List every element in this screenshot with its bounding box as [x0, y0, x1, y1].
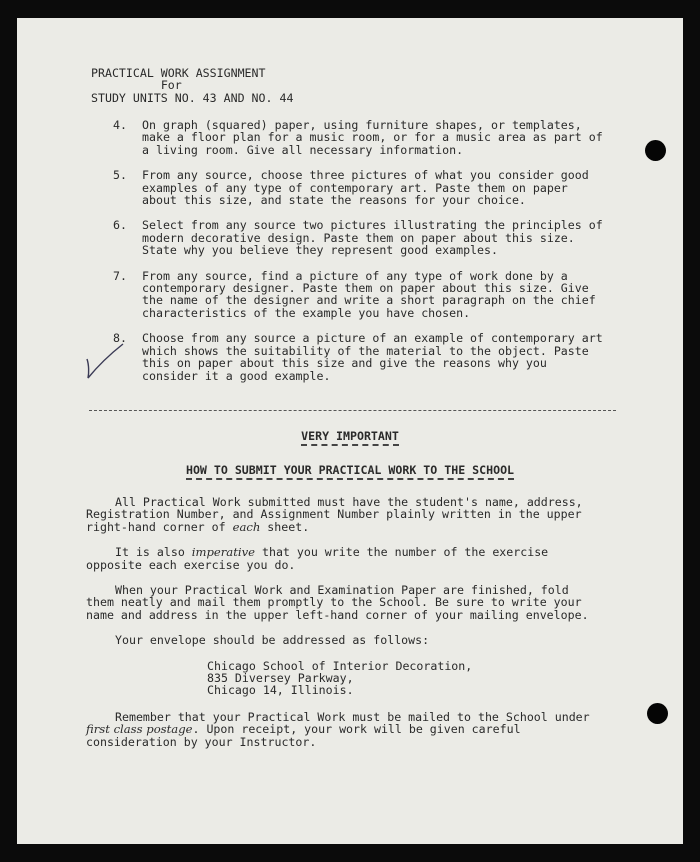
paragraph-mailing: When your Practical Work and Examination Paper are finished, fold them neatly and mail them promptly to the School. Be sure to write your name and address in the upper left-hand corner of your mailing envelope. [86, 583, 589, 622]
exercise-text: From any source, find a picture of any type of work done by a contemporary designer. Paste them on paper about this size. Give the name of the designer and write a short paragraph on the chief characteristics of the example you have chosen. [142, 268, 596, 320]
address-line: Chicago School of Interior Decoration, [207, 658, 473, 673]
exercise-item [113, 219, 608, 256]
binder-hole [645, 140, 666, 161]
instructions-body [86, 496, 591, 761]
paragraph-imperative: It is also imperative that you write the number of the exercise opposite each exercise you do. [86, 545, 549, 572]
binder-hole [647, 703, 668, 724]
exercise-item [113, 332, 608, 382]
exercise-text: Choose from any source a picture of an example of contemporary art which shows the suitability of the material to the object. Paste this on paper about this size and give the reasons why you consider it a good example. [142, 331, 603, 383]
exercise-item [113, 119, 608, 156]
document-page [17, 18, 683, 844]
assignment-header [91, 67, 293, 104]
exercise-number: 7. [113, 268, 127, 283]
header-units: STUDY UNITS NO. 43 AND NO. 44 [91, 90, 294, 105]
mailing-address [207, 660, 591, 697]
exercise-text: Select from any source two pictures illustrating the principles of modern decorative design. Paste them on paper about this size. State why you believe they represent good examples. [142, 218, 603, 258]
exercise-item [113, 270, 608, 320]
exercise-number: 5. [113, 168, 127, 183]
exercise-item [113, 169, 608, 206]
address-line: Chicago 14, Illinois. [207, 683, 354, 698]
address-line: 835 Diversey Parkway, [207, 671, 354, 686]
paragraph-postage: Remember that your Practical Work must be mailed to the School under first class postage. Upon receipt, your work will be given careful consideration by your Instructor. [86, 709, 590, 749]
exercise-number: 4. [113, 118, 127, 132]
paragraph-envelope: Your envelope should be addressed as follows: [115, 633, 430, 648]
header-title: PRACTICAL WORK ASSIGNMENT [91, 66, 266, 80]
very-important-heading: VERY IMPORTANT [17, 430, 683, 442]
header-for: For [160, 78, 182, 93]
exercise-list [113, 119, 608, 395]
exercise-number: 8. [113, 331, 127, 346]
exercise-text: From any source, choose three pictures of what you consider good examples of any type of contemporary art. Paste them on paper about this size, and state the reasons for your choice. [142, 168, 589, 208]
paragraph-identification: All Practical Work submitted must have the student's name, address, Registration Number, and Assignment Number plainly written in the upper right-hand corner of each sheet. [86, 495, 583, 534]
exercise-number: 6. [113, 218, 127, 233]
submission-heading: HOW TO SUBMIT YOUR PRACTICAL WORK TO THE SCHOOL [17, 464, 683, 476]
section-divider [89, 410, 616, 411]
handwritten-check-mark-icon [83, 341, 127, 381]
exercise-text: On graph (squared) paper, using furniture shapes, or templates, make a floor plan for a music room, or for a music area as part of a living room. Give all necessary information. [142, 118, 603, 157]
